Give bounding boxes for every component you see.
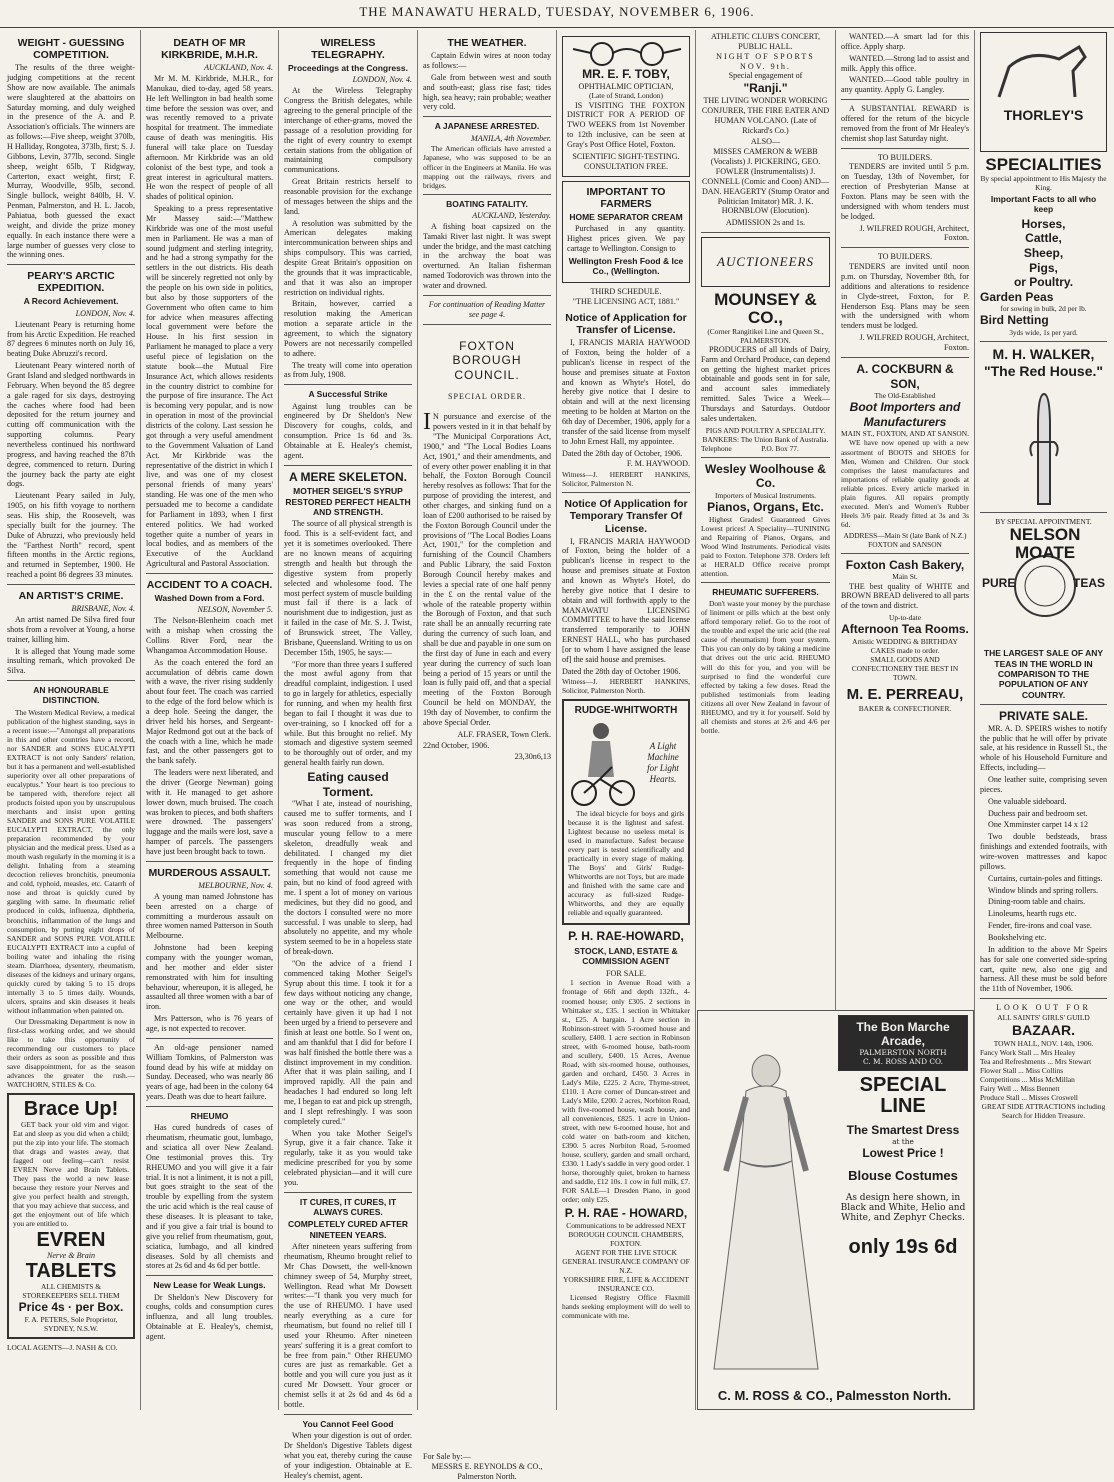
bazaar-intro: LOOK OUT FOR xyxy=(996,1003,1091,1013)
divider xyxy=(7,264,135,265)
firm-address: ADDRESS—Main St (late Bank of N.Z.) FOXTON and SANSON xyxy=(843,530,967,549)
subheading: Proceedings at the Congress. xyxy=(288,63,408,74)
notice-date: 22nd October, 1906. xyxy=(423,740,490,750)
subheading: Eating caused Torment. xyxy=(307,769,389,799)
firm-text: PIGS AND POULTRY A SPECIALITY. xyxy=(705,425,826,435)
signature: ALF. FRASER, Town Clerk. xyxy=(457,729,551,739)
list-item: Fender, fire-irons and coal vase. xyxy=(988,921,1092,931)
firm-title: A. COCKBURN & SON, xyxy=(856,361,954,391)
thorley-banner xyxy=(980,32,1107,152)
local-agents: LOCAL AGENTS—J. NASH & CO. xyxy=(7,1343,118,1353)
ad-text: SCIENTIFIC SIGHT-TESTING. xyxy=(572,151,680,161)
bazaar-title: BAZAAR. xyxy=(1012,1022,1075,1039)
signature: F. M. HAYWOOD. xyxy=(626,459,690,469)
headline: AN ARTIST'S CRIME. xyxy=(18,590,124,602)
ad-text: CONSULTATION FREE. xyxy=(583,161,669,171)
article-text: When you take Mother Seigel's Syrup, give it a fair chance. Take it regularly, take it as you would take medicine prescribed for you by some celebrated physician—and it will cure you. xyxy=(284,1128,412,1187)
article-text: Has cured hundreds of cases of rheumatism, rheumatic gout, lumbago, and sciatica all over New Zealand. One testimonial proves this. Try RHEUMO and you will give it a fair trial. It is not a liniment, it is not a pill, but goes straight to the seat of the trouble by expelling from the system the uric acid which is the real cause of these diseases. It is pleasant to take, and if you give a fair trial is bound to give you relief from rheumatism, gout, sciatica, lumbago, and all kindred diseases. Sold by all chemists and stores at 2s 6d and 4s 6d per bottle. xyxy=(146,1123,273,1271)
product-title: Bird Netting xyxy=(980,313,1049,328)
divider xyxy=(423,116,551,117)
sale-agent: MESSRS E. REYNOLDS & CO., Palmerston North. xyxy=(431,1462,543,1482)
article-text: A fishing boat capsized on the Tamaki River last night. It was swept under the bridge, and the mast catching in the archway the boat was overturned. An Italian fisherman named Todorovich was thrown into the water and drowned. xyxy=(423,221,551,290)
divider xyxy=(980,341,1107,342)
subheading: Washed Down from a Ford. xyxy=(154,593,265,604)
subheading: A Record Achievement. xyxy=(23,296,119,307)
concert-text: Special engagement of xyxy=(728,71,803,81)
classified: A SUBSTANTIAL REWARD is offered for the return of the bicycle removed from the front of Mr Healey's chemist shop last Saturday night. xyxy=(841,104,969,143)
ad-title: Arcade, xyxy=(880,1034,926,1048)
list-item: Competitions ... Miss McMillan xyxy=(980,1075,1075,1085)
firm-subtitle: Importers of Musical Instruments. xyxy=(715,491,816,501)
agent-text: AGENT FOR THE LIVE STOCK GENERAL INSURANCE COMPANY OF N.Z. xyxy=(562,1247,690,1275)
article-text: As the coach entered the ford an accumulation of débris came down with a wave, the river rising suddenly about four feet. The coach was carried to the edge of the ford below which is a deep hole. Seeing the danger, the driver held his horses, and Sergeant-Major Redmond got out at the back of the coach with a line, which he made fast, and the other passengers got to the bank safely. xyxy=(146,657,273,766)
column-4 xyxy=(418,30,557,1482)
subheading: MOTHER SEIGEL'S SYRUP RESTORED PERFECT HEALTH AND STRENGTH. xyxy=(285,486,411,518)
article-text: Mr M. M. Kirkbride, M.H.R., for Manukau, died to-day, aged 58 years. He left Wellington in bad health some time before the session was over, and was recently removed to a private hospital for treatment. The immediate cause of death was meningitis. His funeral will take place on Tuesday afternoon. Mr Kirkbride was an old colonist of the best type, and took a great interest in agricultural matters. He won the respect of people of all shades of political opinion. xyxy=(146,73,273,202)
divider xyxy=(284,384,412,385)
firm-title: MOUNSEY & CO., xyxy=(714,290,817,327)
ad-text: GET back your old vim and vigor. Eat and sleep as you did when a child; put the zip into your life. The stomach that drags and wastes away, that fagged out feeling—can't resist EVREN Nerve and Brain Tablets. They pass the world a new lease because they restore your Nerves and give you perfect health and strength, that you may achieve that success, and get the enjoyment out of life which you are entitled to. xyxy=(13,1120,129,1229)
masthead: THE MANAWATU HERALD, TUESDAY, NOVEMBER 6, 1906. xyxy=(0,4,1114,28)
article-text: Lieutenant Peary wintered north of Grant Island and sledged northwards in February. When beyond the 85 degree a gale raged for six days, destroying the caches where food had been deposited for the return journey and cutting off communication with the supporting columns. Peary nevertheless continued his northward progress, and having reached the 87th degree, commenced to return. During the journey back the party ate eight dogs. xyxy=(7,361,135,489)
concert-text: ALSO— xyxy=(750,137,781,147)
article-text: The leaders were next liberated, and the driver (George Newman) going with it. He managed to get ashore lower down, much bruised. The coach was broken to pieces, and both shafters were drowned. The passengers' luggage and the mails were lost, save a hamper of parcels. The passengers have just been brought back to town. xyxy=(146,768,273,856)
continuation-note: For continuation of Reading Matter see page 4. xyxy=(428,299,546,319)
list-item: One valuable sideboard. xyxy=(988,796,1067,806)
notice-title: PRIVATE SALE. xyxy=(999,709,1088,724)
ad-text: (Late of Strand, London) xyxy=(589,91,663,101)
headline: A MERE SKELETON. xyxy=(288,469,407,484)
dateline: AUCKLAND, Nov. 4. xyxy=(204,63,273,73)
article-text: Great Britain restricts herself to reasonable provision for the exchange of messages between the ships and the land. xyxy=(284,177,412,216)
notice-title: Notice Of Application for Temporary Transfer Of License. xyxy=(564,498,688,535)
notice-title: FOXTON BOROUGH COUNCIL. xyxy=(452,338,522,382)
ad-text: F. A. PETERS, Sole Proprietor, SYDNEY, N.S.W. xyxy=(24,1315,118,1334)
article-text: Britain, however, carried a resolution making the American motion a separate article in the agreement, to which the signatory Powers are not necessarily compelled to adhere. xyxy=(284,299,412,358)
ad-text: at the xyxy=(892,1137,914,1146)
notice-date: Dated the 28th day of October, 1906. xyxy=(562,448,683,458)
list-item: or Poultry. xyxy=(1013,275,1074,290)
ad-title: IMPORTANT TO FARMERS xyxy=(586,185,666,210)
ad-subtitle: HOME SEPARATOR CREAM xyxy=(569,211,683,222)
for-sale-label: FOR SALE. xyxy=(605,968,647,978)
article-text: The American officials have arrested a Japanese, who was supposed to be an officer in the Engineers at Manila. He was mapping out the railways, rivers and bridges. xyxy=(423,144,551,190)
divider xyxy=(841,553,969,554)
ad-text: Wellington Fresh Food & Ice Co., (Wellington. xyxy=(568,255,684,276)
divider xyxy=(146,1106,273,1107)
list-item: Tea and Refreshments ... Mrs Stewart xyxy=(980,1057,1092,1067)
agent-subtitle: STOCK, LAND, ESTATE & COMMISSION AGENT xyxy=(574,945,678,967)
ad-price: only 19s 6d xyxy=(848,1236,958,1258)
subheading: New Lease for Weak Lungs. xyxy=(153,1280,266,1291)
firm-text: Artistic WEDDING & BIRTHDAY CAKES made to order. xyxy=(852,636,958,655)
divider xyxy=(841,357,969,358)
divider xyxy=(146,1275,273,1276)
article-text: The results of the three weight-judging competitions at the recent Show are now available. The animals were slaughtered at the abattoirs on Saturday morning, and duly weighed in the presence of the A. and P. Association's officials. The winners are as follows:—Five sheep, weight 370lb, H Halliday, Rongotea, 373lb, first; S. J. Gibbons, Levin, 377lb, second. Single sheep, weight 65lb, T Ridgway, Carterton, exact weight, first; F. Murray, Woodville, 95lb, second. Single bullock, weight 840lb, H. V. Penman, Palmerston, and H. L. Jacob, Pahiatua, both guessed the exact weight, and divide the prize money equally. In each instance there were a large number of guesses very close to the winning ones. xyxy=(7,63,135,260)
ad-text: THE LARGEST SALE OF ANY TEAS IN THE WORLD IN COMPARISON TO THE POPULATION OF ANY COUNTRY. xyxy=(983,648,1104,700)
subheading: A JAPANESE ARRESTED. xyxy=(434,121,540,132)
ad-title: SPECIALITIES xyxy=(985,155,1102,174)
bazaar-date: TOWN HALL, NOV. 14th, 1906. xyxy=(993,1039,1094,1049)
ad-product: Blouse Costumes xyxy=(848,1168,958,1183)
article-text: Gale from between west and south and south-east; glass rise fast; tides high, sea heavy; rain probable; weather very cold. xyxy=(423,72,551,112)
firm-text: BANKERS: The Union Bank of Australia. xyxy=(702,434,829,444)
concert-text: MISSES CAMERON & WEBB (Vocalists) J. PICKERING, GEO. FOWLER (Instrumentalists) J. CONNELL (Comic and Coon) AND— DAN. HEAGERTY (Stump Orator and Politician Imitator) MR. J. K. HORNBLOW (Elocution). xyxy=(701,147,830,216)
dateline: LONDON, Nov. 4. xyxy=(352,75,412,85)
concert-text: THE LIVING WONDER WORKING CONJURER, THE FIRE EATER AND HUMAN VOLCANO. (Late of Rickard's Co.) xyxy=(701,95,830,135)
list-item: Two double bedsteads, brass finishings and extended footrails, with wire-woven mattresses and kapoc pillows. xyxy=(980,832,1107,871)
list-item: One leather suite, comprising seven pieces. xyxy=(980,774,1107,794)
firm-contact: Telephone P.O. Box 77. xyxy=(701,443,799,453)
article-text: Johnstone had been keeping company with the younger woman, and her mother and elder sister remonstrated with him for insulting behaviour, whereupon, it is alleged, he assaulted all three women with a bar of iron. xyxy=(146,943,273,1012)
ad-text: Lowest Price ! xyxy=(862,1146,944,1160)
firm-text: Highest Grades! Guaranteed Gives Lowest prices! A Speciality—TUNINING and Repairing of Pianos, Organs, and Wood Wind Instruments. Periodical visits paid to Foxton. Telephone 378. Orders left at HERALD Office receive prompt attention. xyxy=(701,514,830,578)
article-text: The Nelson-Blenheim coach met with a mishap when crossing the Collins River Ford, near the Whangamoa Accommodation House. xyxy=(146,616,273,655)
article-text: The treaty will come into operation as from July, 1908. xyxy=(284,360,412,380)
ad-text: Purchased in any quantity. Highest prices given. We pay cartage to Wellington. Consign to xyxy=(567,224,685,253)
notice-text: TENDERS are invited until 5 p.m. on Tuesday, 13th of November, for erection of Presbyterian Manse at Foxton. Plans may be seen with the undersigned with whom tenders must be lodged. xyxy=(841,162,969,221)
concert-admission: ADMISSION 2s and 1s. xyxy=(725,218,806,228)
notice-title: TO BUILDERS. xyxy=(877,152,933,162)
ad-footer: C. M. ROSS & CO., Palmesston North. xyxy=(717,1388,952,1403)
notice-text: I, FRANCIS MARIA HAYWOOD of Foxton, being the holder of a publican's license in respect to the house and premises situate at Foxton and known as Whyte's Hotel, do hereby give notice that I desire to obtain and will forthwith apply to the MANAWATU LICENSING COMMITTEE to have the said license transferred temporarily to JOHN ERNEST HALL, who has purchased [or to whom I have assigned the lease of] the said house and premises. xyxy=(562,536,690,664)
divider xyxy=(7,584,135,585)
article-text: Lieutenant Peary is returning home from his Arctic Expedition. He reached 87 degrees 6 minutes north on July 16, beating Duke Abruzzi's record. xyxy=(7,319,135,359)
list-item: Bookshelving etc. xyxy=(988,933,1047,942)
list-item: Fairy Well ... Miss Bennett xyxy=(980,1084,1060,1094)
divider xyxy=(562,492,690,493)
blank-space xyxy=(423,762,551,1452)
ad-title: Brace Up! xyxy=(23,1098,119,1121)
divider xyxy=(701,232,830,233)
subheading: COMPLETELY CURED AFTER NINETEEN YEARS. xyxy=(287,1219,409,1240)
article-text: Mrs Patterson, who is 76 years of age, is not expected to recover. xyxy=(146,1014,273,1033)
firm-subtitle: Afternoon Tea Rooms. xyxy=(841,622,969,637)
subheading: You Cannot Feel Good xyxy=(302,1418,394,1429)
product-text: 3yds wide, 1s per yard. xyxy=(1009,328,1078,338)
ad-text: The Smartest Dress xyxy=(846,1123,960,1137)
divider xyxy=(423,324,551,325)
ad-heading: SPECIAL xyxy=(859,1074,947,1096)
article-text: After nineteen years suffering from rheumatism, Rheumo brought relief to Mr Chas Dowsett, the well-known chimney sweep of 54, Murphy street, Wellington. Read what Mr Dowsett writes:—"I thank you very much for the use of RHEUMO. I have used nearly everything as a cure for rheumatism, but found no relief till I used your Rheumo. After nineteen years' suffering it is a great comfort to be free from pain." Other RHEUMO cures are just as remarkable. Get a bottle and you will cure you just as it cured Mr Dowsett. Your grocer or chemist sells it at 2s 6d and 4s 6d a bottle. xyxy=(284,1242,412,1409)
notice-text: MR. A. D. SPEIRS wishes to notify the public that he will offer by private sale, at his residence in Russell St., the whole of his Household Furniture and Effects, including— xyxy=(980,723,1107,773)
divider xyxy=(146,573,273,574)
horse-icon xyxy=(989,37,1099,107)
ad-title: RUDGE-WHITWORTH xyxy=(574,704,678,716)
subheading: A Successful Strike xyxy=(308,389,388,400)
pointing-hand-icon xyxy=(1014,386,1074,506)
divider xyxy=(423,194,551,195)
bicycle-girl-illustration xyxy=(568,717,638,809)
divider xyxy=(146,861,273,862)
sale-by: For Sale by:— xyxy=(423,1452,471,1462)
ad-text: As design here shown, in Black and White, Helio and White, and Zephyr Checks. xyxy=(840,1193,966,1223)
divider xyxy=(980,512,1107,513)
concert-title: ATHLETIC CLUB'S CONCERT, xyxy=(711,32,820,41)
list-item: Pigs, xyxy=(1029,260,1058,275)
list-item: Horses, xyxy=(1021,216,1066,231)
headline: DEATH OF MR KIRKBRIDE, M.H.R. xyxy=(161,37,258,62)
firm-subtitle: The Old-Established xyxy=(874,391,936,401)
notice-text: I N pursuance and exercise of the powers vested in it in that behalf by "The Municipal Corporations Act, 1900," and "The Local Bodies Loans Act, 1901," and their amendments, and of every other power enabling it in that behalf, the Foxton Borough Council hereby resolves as follows: That for the purpose of providing the interest, and other charges, and sinking fund on a loan of £200 authorised to be raised by the Foxton Borough Council under the provisions of "The Local Bodies Loans Act, 1901," for the completion and furnishing of the Council Chambers and Public Library, the said Foxton Borough Council hereby makes and levies a special rate of one half penny in the £ on the rental value of the whole of the rateable property within the Borough of Foxton, and that such rate shall be an annually recurring rate during the currency of such loan, and shall be due and payable in one sum on the first day of June in each and every year during the currency of such loan being a period of 15 years or until the loan is fully paid off, and that a special meeting of the Foxton Borough Council be held on MONDAY, the 19th day of November, to confirm the above Special Order. xyxy=(423,409,551,727)
article-text: "What I ate, instead of nourishing, caused me to suffer torments, and I was soon reduced from a strong, muscular young fellow to a mere skeleton, dreadfully weak and debilitated. I changed my diet frequently in the hope of finding something that would not cause me pain, but no kind of food agreed with me. I spent a lot of money on various medicines, but they did no good, and the doctors I consulted were no more successful. I was unable to sleep, had absolutely no appetite, and my whole system seemed to be in a hopeless state of break-down. xyxy=(284,799,412,957)
concert-night: NIGHT OF SPORTS NOV. 9th. xyxy=(716,51,815,71)
product-title: Garden Peas xyxy=(980,289,1054,304)
divider xyxy=(284,465,412,466)
list-item: Flower Stall ... Miss Collins xyxy=(980,1066,1064,1076)
sale-list xyxy=(980,775,1107,943)
auctioneers-banner: AUCTIONEERS xyxy=(701,237,830,287)
ad-title: MR. E. F. TOBY, xyxy=(582,67,670,81)
concert-star: "Ranji." xyxy=(743,81,788,96)
concert-venue: PUBLIC HALL. xyxy=(738,41,793,51)
headline: MURDEROUS ASSAULT. xyxy=(148,866,271,879)
ad-label: TEAS xyxy=(1072,576,1105,591)
list-item: One Xmminster carpet 14 x 12 xyxy=(988,820,1089,830)
firm-subtitle: BAKER & CONFECTIONER. xyxy=(858,704,952,714)
column-8 xyxy=(975,30,1112,1410)
headline: WEIGHT - GUESSING COMPETITION. xyxy=(17,37,125,62)
schedule-label: THIRD SCHEDULE. xyxy=(590,287,662,297)
agent-title: P. H. RAE - HOWARD, xyxy=(564,1206,688,1221)
divider xyxy=(284,1414,412,1415)
notice-date: Dated the 28th day of October 1906. xyxy=(562,666,681,676)
article-text: Our Dressmaking Department is now in first-class working order, and we should like to take this opportunity of recommending our customers to place their orders as soon as possible and thus save disappointment, for as the season advances the greater the rush.—WATCHORN, STILES & Co. xyxy=(7,1016,135,1090)
classified: WANTED.—Strong lad to assist and milk. Apply this office. xyxy=(841,53,969,73)
ad-text: By special appointment to His Majesty the King. xyxy=(980,173,1107,192)
headline: ACCIDENT TO A COACH. xyxy=(146,578,273,591)
column-3 xyxy=(279,30,418,1480)
ad-subtitle: Nerve & Brain xyxy=(46,1251,96,1261)
article-text: An artist named De Silva fired four shots from a revolver at Young, a horse trainer, killing him. xyxy=(7,614,135,644)
dateline: AUCKLAND, Yesterday. xyxy=(472,210,551,220)
divider xyxy=(841,148,969,149)
notice-ref: 23,30n6,13 xyxy=(514,751,551,761)
column-1 xyxy=(2,30,141,1410)
ad-title: THORLEY'S xyxy=(1003,107,1084,123)
article-text: It is alleged that Young made some insulting remark, which provoked De Silva. xyxy=(7,646,135,676)
listing-text: 1 section in Avenue Road with a frontage of 66ft and depth 132ft., 4-roomed house; only £305. 2 sections in Whittaker st., £35. 1 section in Whittaker st., £25. A bargain. 1 Acre section in Robinson-street with 5-roomed house and scullery, £400. 1 acre section in Robinson street, with 6-roomed house, bath-room and scullery, £400. 15 Acres, Avenue Road, with six-roomed house, outhouses, garden and orchard, £450. 3 Acres in Lady's Mile, £225. 2 Acre, Thyme-street, £110. 1 Acre corner of Duncan-street and Lady's Mile, £200. 2 acres, Norbiton Road, with five-roomed house, wash house, and all conveniences, £825. 1 acre in Union-street, with new 6-roomed house, hot and cold water on bath-room and kitchen, £390. 5 acres Norbiton Road, 5-roomed house, scullery, garden and small orchard, £330. 1 Lady's saddle in very good order. 1 horse, thoroughly quiet, broken to harness and saddle, £12 10s. 1 cow in full milk, £7. FOR SALE—1 Dresden Piano, in good order; only £25. xyxy=(562,978,690,1205)
notice-text: TENDERS are invited until noon p.m. on Thursday, November 8th, for additions and alterations to residence in Clyde-street, Foxton, for P. Henderson Esq. Plans may be seen with the undersigned with whom tenders must be lodged. xyxy=(841,262,969,331)
article-text: Speaking to a press representative Mr Massey said:—"Matthew Kirkbride was one of the most useful men in Parliament. He was a man of sound judgment and sterling integrity, and he had a strong sympathy for the settlers in the out districts. His death will be sincerely regretted not only by the people on his own side in politics, but also by those supporters of the Government who often came to him for advice when measures affecting local government were before the House. In his first session in Parliament he managed to place a very useful piece of legislation on the statute book—the Mutual Fire Insurance Act, which allows residents in the country district to combine for the purpose of fire insurance. The Act is becoming very popular, and is now in operation in most of the provincial districts of the colony. Last session he got through a very useful amendment to the Government Valuation of Land Act. Mr Kirkbride was the representative of the district in which I live, and was one of my closest personal friends of many years' standing. He was one of the men who persuaded me to become a candidate for Parliament in 1893, when I first entered politics. We had worked together quite a number of years in local bodies, and as members of the Executive of the Auckland Agricultural and Pastoral Association. xyxy=(146,204,273,569)
article-text: At the Wireless Telegraphy Congress the British delegates, while agreeing to the general principle of the interchange of ether-grams, moved the passage of a resolution providing for the right of every country to exempt certain stations from the obligation of maintaining compulsory communications. xyxy=(284,86,412,175)
ad-title: The Bon Marche xyxy=(856,1020,950,1034)
farmers-ad xyxy=(562,181,690,284)
ad-subtitle: OPHTHALMIC OPTICIAN, xyxy=(578,81,674,91)
ad-list xyxy=(980,217,1107,290)
list-item: Curtains, curtain-poles and fittings. xyxy=(988,873,1103,883)
ad-heading: LINE xyxy=(880,1095,926,1117)
list-item: Linoleums, hearth rugs etc. xyxy=(988,909,1077,919)
firm-title: M. E. PERREAU, xyxy=(846,685,964,703)
firm-address: (Corner Rangitikei Line and Queen St., PALMERSTON. xyxy=(707,326,824,345)
notice-title: Notice of Application for Transfer of License. xyxy=(565,312,687,337)
article-text: Against lung troubles can be engineered by Dr Sheldon's New Discovery for coughs, colds, and consumption. Price 1s 6d and 3s. Obtainable at E. Healey's chemist, agent. xyxy=(284,401,412,460)
article-text: "On the advice of a friend I commenced taking Mother Seigel's Syrup about this time. I took it for a few days without noticing any change, one way or the other, and would certainly have given it up had I not been urged by a friend to persevere and finish at least one bottle. So I went on, and am thankful that I did for before I was half finished the bottle there was a distinct improvement in my condition. After that it was plain sailing, and I improved rapidly. All the pain and headaches I had endured so long left me, I began to eat and pick up strength, and I slept refreshingly. I was soon completely cured." xyxy=(284,958,412,1126)
dateline: MELBOURNE, Nov. 4. xyxy=(198,880,273,890)
article-text: The source of all physical strength is food. This is a self-evident fact, and yet it is sometimes overlooked. There are no known means of acquiring strength and health but through the digestive system from properly selected and wholesome food. The most perfect system of muscle building must fail if there is a lack of nourishment due to indigestion, just as it failed in the case of Mr. S. J. Twist, of Brunswick street, The Valley, Brisbane, Queensland. Writing to us on December 15th, 1905, he says:— xyxy=(284,519,412,657)
firm-text: WE have now opened up with a new assortment of BOOTS and SHOES for Men, Women and Children. Our stock comprises the latest manufactures and importations of reliable quality goods at reliable prices. Every article marked in plain figures. All repairs promptly executed. Men's and Women's Rubber Heels 3/6 pair. Ready fitted at 3s and 3s 6d. xyxy=(841,438,969,529)
firm-title: Wesley Woolhouse & Co. xyxy=(705,461,826,491)
nelson-moate-ad xyxy=(980,526,1107,646)
divider xyxy=(841,99,969,100)
ad-brand: NELSON MOATE xyxy=(1009,525,1081,563)
article-text: A young man named Johnstone has been arrested on a charge of committing a murderous assault on three women named Patterson in South Melbourne. xyxy=(146,891,274,941)
subheading: RHEUMO xyxy=(190,1110,229,1121)
agent-text: Communications to be addressed NEXT BOROUGH COUNCIL CHAMBERS, FOXTON. xyxy=(566,1220,686,1248)
notice-text: In addition to the above Mr Speirs has for sale one converted side-spring cart, quite new, also one gig and harness. All these must be sold before the 11th of November, 1906. xyxy=(980,944,1107,994)
ad-brand: EVREN xyxy=(36,1229,106,1252)
divider xyxy=(7,680,135,681)
bazaar-org: ALL SAINTS' GIRLS' GUILD xyxy=(997,1013,1090,1023)
dateline: BRISBANE, Nov. 4. xyxy=(71,604,135,614)
article-text: Don't waste your money by the purchase of liniment or pills which at the best only afford temporary relief. Go to the root of the trouble and expel the uric acid (the real cause of rheumatism) from your system. This you can only do by taking a medicine that drives out the uric acid. RHEUMO will do this for you, and you will be surprised to find the wonderful cure effected by taking a few doses. Read the published testimonials from leading citizens all over New Zealand in favour of RHEUMO, and try it for yourself. Sold by all chemists and stores at 2/6 and 4/6 per bottle. xyxy=(701,599,830,735)
article-text: The Western Medical Review, a medical publication of the highest standing, says in a recent issue:—"Amongst all preparations in this and other countries have a record, nor SANDER and SONS EUCALYPTI EXTRACT is not only Sanders' relation, but it has a permanent and well-established superiority over all other preparations of eucalyptus." Your heart is too precious to be tampered with, therefore reject all products foisted upon you by unscrupulous merchants and insist upon getting SANDER and SONS PURE VOLATILE EUCALYPTI EXTRACT, the only preparation recommended by your physician and the medical press. Used as a mouth wash regularly in the morning it is a delight. Inhaling from a steaming decoction relieves bronchitis, pneumonia and cold, typhoid, measles, etc. Catarrh of nose and throat is quickly cured by gargling with same. In rheumatic relief produced in colds, influenza, diphtheria, bronchitis, inflammation of the lungs and consumption, by putting eight drops of SANDER and SONS PURE VOLATILE EUCALYPTI EXTRACT into a cupful of boiling water and inhaling the rising steam. Diarrhoea, dysentery, rheumatism, diseases of the kidneys and urinary organs, quickly cured by taking 5 to 15 drops internally 3 to 5 times daily. Wounds, ulcers, sprains and skin diseases it heals without inflammation when painted on. xyxy=(7,707,135,1015)
divider xyxy=(284,1192,412,1193)
toby-ad xyxy=(562,36,690,177)
divider xyxy=(980,704,1107,705)
divider xyxy=(980,998,1107,999)
dress-illustration xyxy=(706,1051,826,1371)
dateline: NELSON, November 5. xyxy=(197,605,273,615)
ad-price: Price 4s · per Box. xyxy=(18,1300,124,1315)
witness: Witness—J. HERBERT HANKINS, Solicitor, Palmerston North. xyxy=(562,676,690,695)
headline: PEARY'S ARCTIC EXPEDITION. xyxy=(27,270,115,295)
article-text: A resolution was submitted by the American delegates making intercommunication between ships and ships compulsory. This was carried, despite Great Britain's opposition on the grounds that it was impracticable, and that it was also an improper restriction on individual rights. xyxy=(284,218,412,297)
firm-subtitle: "The Red House." xyxy=(983,363,1104,380)
ad-city: PALMERSTON NORTH xyxy=(859,1048,947,1057)
ad-owners: C. M. ROSS AND CO. xyxy=(862,1057,944,1066)
ad-label: PURE xyxy=(982,576,1016,591)
dateline: LONDON, Nov. 4. xyxy=(75,308,135,318)
firm-text: Up-to-date xyxy=(888,613,921,623)
firm-subtitle: Boot Importers and Manufacturers xyxy=(849,400,961,429)
firm-text: THE best quality of WHITE and BROWN BREAD delivered to all parts of the town and district. xyxy=(841,581,969,611)
classified: WANTED.—Good table poultry in any quantity. Apply G. Langley. xyxy=(841,75,969,95)
product-text: for sowing in bulk, 2d per lb. xyxy=(1000,304,1087,314)
witness: Witness—J. HERBERT HANKINS, Solicitor, Palmerston N. xyxy=(562,470,690,489)
evren-ad xyxy=(7,1093,135,1339)
firm-title: Foxton Cash Bakery, xyxy=(845,557,965,572)
article-text: "For more than three years I suffered the most awful agony from that dreadful complaint, indigestion. I used to go in largely for athletics, especially for running, and when my health first began to fail I thought it was due to over-training, so I knocked off for a while. But this brought no relief. My stomach and digestive system seemed to be thoroughly out of order, and my general health fairly run down. xyxy=(284,659,412,768)
ad-brand: TABLETS xyxy=(25,1260,117,1283)
article-text: When your digestion is out of order. Dr Sheldon's Digestive Tablets digest what you eat, thereby curing the cause of your indigestion. Obtainable at E. Healey's chemist, agent. xyxy=(284,1431,412,1480)
divider xyxy=(423,295,551,296)
list-item: Window blinds and spring rollers. xyxy=(988,885,1099,895)
list-item: Cattle, xyxy=(1025,231,1062,246)
agent-text: YORKSHIRE FIRE, LIFE & ACCIDENT INSURANCE CO. xyxy=(563,1275,689,1294)
firm-text: SMALL GOODS AND CONFECTIONERY THE BEST IN TOWN. xyxy=(851,654,959,682)
ad-text: ALL CHEMISTS & STOREKEEPERS SELL THEM xyxy=(22,1282,120,1301)
spectacles-icon xyxy=(567,41,687,67)
subheading: AN HONOURABLE DISTINCTION. xyxy=(33,685,109,706)
ad-text: IS VISITING THE FOXTON DISTRICT FOR A PERIOD OF TWO WEEKS from 1st November to 12th inclusive, can be seen at Gray's Post Office Hotel, Foxton. xyxy=(567,100,685,149)
firm-subtitle: Pianos, Organs, Etc. xyxy=(707,500,824,515)
appointment-label: BY SPECIAL APPOINTMENT. xyxy=(995,517,1092,527)
agent-text: Licensed Registry Office Flaxmill hands seeking employment will do well to communicate with me. xyxy=(562,1293,690,1321)
signature: J. WILFRED ROUGH, Architect, Foxton. xyxy=(859,333,969,353)
list-item: Duchess pair and bedroom set. xyxy=(988,808,1088,818)
agent-title: P. H. RAE-HOWARD, xyxy=(568,929,684,944)
divider xyxy=(146,1038,273,1039)
headline: THE WEATHER. xyxy=(447,37,527,49)
list-item: Fancy Work Stall ... Mrs Healey xyxy=(980,1048,1076,1058)
ad-text: Important Facts to all who keep xyxy=(990,193,1097,215)
rudge-ad xyxy=(562,699,690,926)
classified: WANTED.—A smart lad for this office. Apply sharp. xyxy=(841,32,969,51)
firm-address: MAIN ST., FOXTON, AND AT SANSON. xyxy=(841,429,969,439)
column-2 xyxy=(141,30,279,1410)
list-item: Dining-room table and chairs. xyxy=(988,897,1086,907)
list-item: Sheep, xyxy=(1023,245,1064,260)
stall-list xyxy=(980,1048,1107,1102)
divider xyxy=(841,247,969,248)
dateline: MANILA, 4th November. xyxy=(470,133,551,143)
article-text: Captain Edwin wires at noon today as follows:— xyxy=(423,51,551,70)
headline: WIRELESS TELEGRAPHY. xyxy=(311,37,385,62)
divider xyxy=(701,457,830,458)
firm-text: PRODUCERS of all kinds of Dairy, Farm and Orchard Produce, can depend on getting the highest market prices obtainable and goods sent in for sale, and account sales immediately remitted. Sales Twice a Week—Thursdays and Saturdays. Outdoor sales undertaken. xyxy=(701,344,830,423)
firm-title: M. H. WALKER, xyxy=(992,346,1095,363)
article-text: An old-age pensioner named William Tomkins, of Palmerston was found dead by his wife at midday on Sunday. Deceased, who was nearly 86 years of age, had been in the colony 64 years. Death was due to heart failure. xyxy=(146,1042,273,1102)
bon-marche-ad xyxy=(697,1010,974,1410)
list-item: Produce Stall ... Misses Croswell xyxy=(980,1093,1078,1103)
notice-subtitle: SPECIAL ORDER. xyxy=(447,392,526,402)
subheading: IT CURES, IT CURES, IT ALWAYS CURES. xyxy=(299,1196,397,1218)
notice-text: I, FRANCIS MARIA HAYWOOD of Foxton, being the holder of a publican's license in respect of the house and premises situate at Foxton and known as Whyte's Hotel, do hereby give notice that I desire to obtain and will at the next licensing meeting to be holden at Marton on the 6th day of December, 1906, apply for a transfer of the said license from myself to John Ernest Hall, my appointee. xyxy=(562,338,690,446)
subheading: RHEUMATIC SUFFERERS. xyxy=(712,586,819,597)
article-text: Dr Sheldon's New Discovery for coughs, colds and consumption cures influenza, and all lung troubles. Obtainable at E. Healey's, chemist, agent. xyxy=(146,1292,273,1342)
bazaar-attractions: GREAT SIDE ATTRACTIONS including Search for Hidden Treasure. xyxy=(981,1102,1106,1121)
column-5 xyxy=(557,30,696,1410)
article-text: Lieutenant Peary sailed in July, 1905, on his fifth voyage to northern seas. His ship, the Roosevelt, was specially built for the journey. The Duke of Abruzzi, who previously held the "Farthest North" record, spent fifteen months in the Arctic regions, and returned in September, 1900. He reached a point 86 degrees 33 minutes. xyxy=(7,491,135,580)
ad-text: The ideal bicycle for boys and girls because it is the lightest and safest. Lightest because no useless metal is used in manufacture. Safest because every part is tested scientifically and practically in every stage of making. The Boys' and Girls' Rudge-Whitworths are not Toys, but are made and finished with the same care and accuracy as full-sized Rudge-Whitworths, and they are equally reliable and equally guaranteed. xyxy=(568,808,684,918)
firm-address: Main St. xyxy=(892,572,918,582)
signature: J. WILFRED ROUGH, Architect, Foxton. xyxy=(859,223,969,243)
ad-tagline: A Light Machine for Light Hearts. xyxy=(647,740,679,784)
subheading: BOATING FATALITY. xyxy=(446,198,528,209)
act-label: "THE LICENSING ACT, 1881." xyxy=(572,297,680,307)
divider xyxy=(701,582,830,583)
notice-title: TO BUILDERS. xyxy=(877,252,933,262)
